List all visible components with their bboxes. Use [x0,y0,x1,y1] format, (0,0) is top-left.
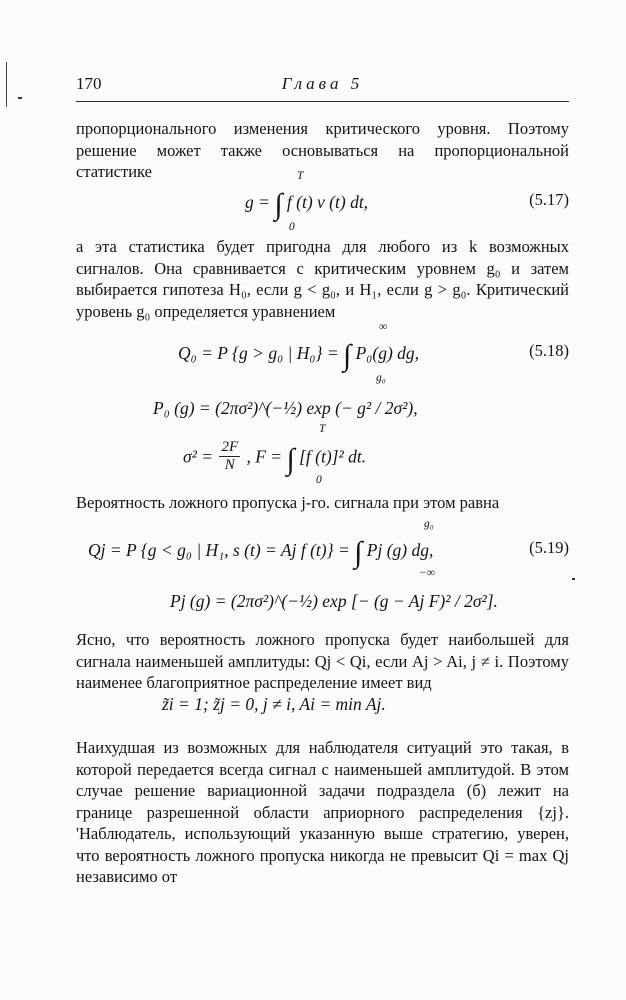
integral-sign: ∫ [354,536,363,569]
margin-line [6,62,7,107]
paragraph-1: пропорционального изменения критического уровня. Поэтому решение может также основываться на пропорциональной статистике [76,119,569,181]
paragraph-4: Ясно, что вероятность ложного пропуска будет наибольшей для сигнала наименьшей амплитуды: Qj < Qi, если Aj > Ai, j ≠ i. Поэтому наименее благоприятное распределение имеет вид [76,630,569,692]
integral-sign: ∫ [274,188,283,221]
margin-mark [18,97,22,99]
integral-sign: ∫ [286,442,295,476]
book-page: 170 Глава 5 пропорционального изменения критического уровня. Поэтому решение может также основываться на пропорциональной статистике g = ∫ f (t) v (t) dt, T 0 (5.17) а эта статистика будет пригодна для любого из k возможных сигналов. Она сравнивается с критическим уровнем g₀ и затем выбирается гипотеза H₀, если g < g₀, и H₁, если g > g₀. Критический уровень g₀ определяется уравнением Q₀ = P {g > g₀ | H₀} = ∫ P₀(g) dg, ∞ g₀ (5.18) P₀ (g) = (2πσ²)^(−½) exp (− g² / 2σ²), σ² = $\frac{2F}{N}$ , F = ∫ [f (t)]² dt. T 0 Вероятность ложного пропуска j-го. сигнала при этом равна Qj = P {g < g₀ | H₁, s (t) = Aj f (t)} = ∫ Pj (g) dg, g₀ −∞ (5.19) Pj (g) = (2πσ²)^(−½) exp [− (g − Aj F)² / 2σ²]. Ясно, что вероятность ложного пропуска будет наибольшей для сигнала наименьшей амплитуды: Qj < Qi, если Aj > Ai, j ≠ i. Поэтому наименее благоприятное распределение имеет вид z̃i = 1; z̃j = 0, j ≠ i, Ai = min Aj. Наихудшая из возможных для наблюдателя ситуаций это такая, в которой передается всегда сигнал с наименьшей амплитудой. В этом случае решение вариационной задачи подраздела (б) лежит на границе разрешенной области априорного распределения {zj}. 'Наблюдатель, использующий указанную выше стратегию, уверен, что вероятность ложного пропуска никогда не превысит Qi = max Qj независимо от [0,0,626,1000]
equation-z: z̃i = 1; z̃j = 0, j ≠ i, Ai = min Aj. [162,694,386,714]
equation-p0: P₀ (g) = (2πσ²)^(−½) exp (− g² / 2σ²), [153,398,418,418]
integral-sign: ∫ [343,339,352,372]
equation-number: (5.18) [529,341,569,360]
margin-mark [572,578,575,580]
paragraph-2: а эта статистика будет пригодна для любого из k возможных сигналов. Она сравнивается с критическим уровнем g₀ и затем выбирается гипотеза H₀, если g < g₀, и H₁, если g > g₀. Критический уровень g₀ определяется уравнением [76,237,569,321]
paragraph-3: Вероятность ложного пропуска j-го. сигнала при этом равна [76,493,500,512]
header-rule [76,101,569,102]
paragraph-5: Наихудшая из возможных для наблюдателя ситуаций это такая, в которой передается всегда сигнал с наименьшей амплитудой. В этом случае решение вариационной задачи подраздела (б) лежит на границе разрешенной области априорного распределения {zj}. 'Наблюдатель, использующий указанную выше стратегию, уверен, что вероятность ложного пропуска никогда не превысит Qi = max Qj независимо от [76,738,569,886]
page-number: 170 [76,74,102,93]
equation-pj: Pj (g) = (2πσ²)^(−½) exp [− (g − Aj F)² / 2σ²]. [170,591,498,611]
equation-number: (5.19) [529,538,569,557]
chapter-title: Глава 5 [281,74,364,93]
equation-number: (5.17) [529,190,569,209]
